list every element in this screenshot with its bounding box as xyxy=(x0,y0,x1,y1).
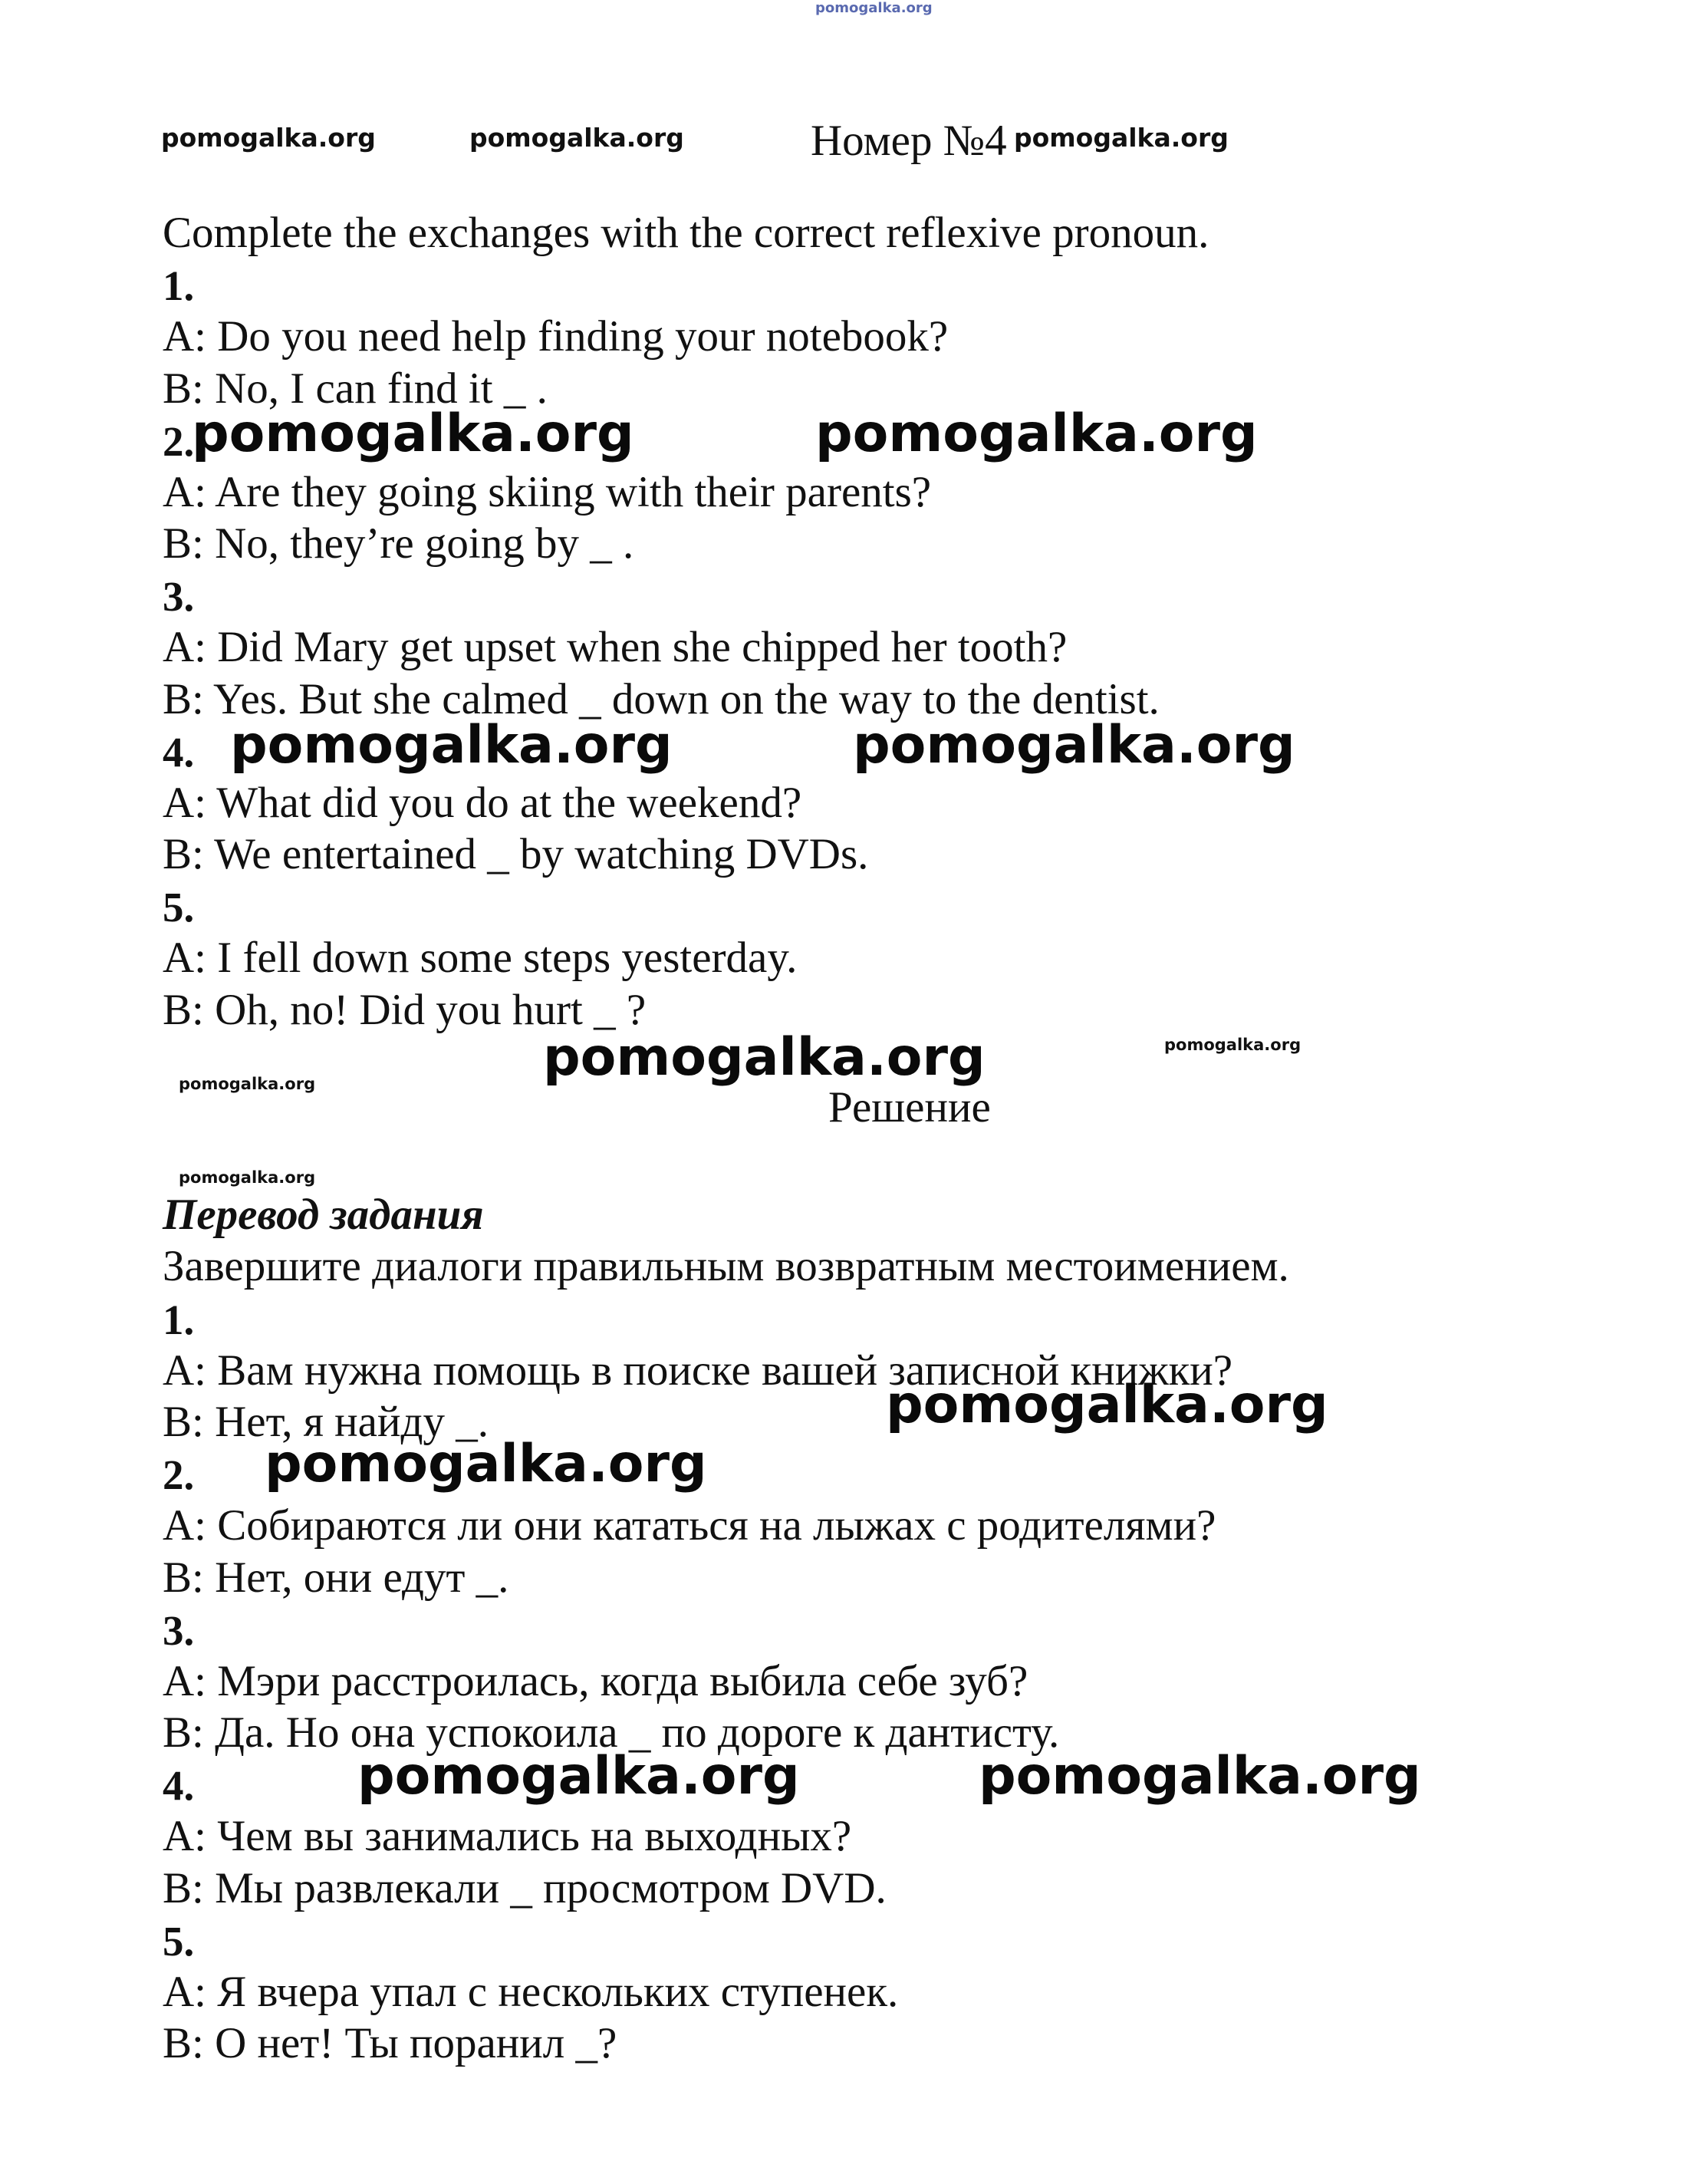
watermark-large: pomogalka.org xyxy=(853,715,1295,776)
task-item-1-number: 1. xyxy=(163,262,195,309)
task-item-5-b: B: Oh, no! Did you hurt _ ? xyxy=(163,986,647,1034)
watermark-small: pomogalka.org xyxy=(1164,1036,1302,1054)
translation-item-5-a: A: Я вчера упал с нескольких ступенек. xyxy=(163,1968,899,2016)
task-item-2-b: B: No, they’re going by _ . xyxy=(163,519,634,568)
translation-heading: Перевод задания xyxy=(163,1191,484,1239)
watermark-header-left: pomogalka.org xyxy=(161,123,376,153)
watermark-large: pomogalka.org xyxy=(230,715,673,776)
task-item-1-a: A: Do you need help finding your notebook? xyxy=(163,312,949,361)
task-item-3-b: B: Yes. But she calmed _ down on the way to the dentist. xyxy=(163,675,1160,723)
task-item-3-number: 3. xyxy=(163,573,195,620)
watermark-header-right: pomogalka.org xyxy=(1014,123,1229,153)
translation-item-5-number: 5. xyxy=(163,1918,195,1965)
watermark-header-mid: pomogalka.org xyxy=(469,123,684,153)
task-item-2-a: A: Are they going skiing with their parents? xyxy=(163,468,932,516)
watermark-top: pomogalka.org xyxy=(815,0,933,16)
watermark-large: pomogalka.org xyxy=(357,1746,800,1807)
task-item-4-b: B: We entertained _ by watching DVDs. xyxy=(163,830,869,878)
translation-item-3-a: A: Мэри расстроилась, когда выбила себе зуб? xyxy=(163,1657,1028,1705)
watermark-large: pomogalka.org xyxy=(265,1434,707,1494)
translation-item-1-b: B: Нет, я найду _. xyxy=(163,1398,489,1446)
watermark-large: pomogalka.org xyxy=(886,1375,1328,1435)
page-title: Номер №4 xyxy=(811,117,1007,165)
translation-item-3-number: 3. xyxy=(163,1607,195,1654)
task-instruction: Complete the exchanges with the correct reflexive pronoun. xyxy=(163,209,1209,257)
translation-item-4-a: A: Чем вы занимались на выходных? xyxy=(163,1812,852,1860)
task-item-2-number: 2. xyxy=(163,418,195,465)
translation-item-3-b: B: Да. Но она успокоила _ по дороге к дантисту. xyxy=(163,1708,1060,1757)
translation-item-1-a: A: Вам нужна помощь в поиске вашей записной книжки? xyxy=(163,1346,1233,1395)
translation-instruction: Завершите диалоги правильным возвратным местоимением. xyxy=(163,1242,1289,1290)
task-item-5-a: A: I fell down some steps yesterday. xyxy=(163,934,798,982)
translation-item-2-b: B: Нет, они едут _. xyxy=(163,1553,509,1602)
watermark-small: pomogalka.org xyxy=(179,1168,316,1187)
watermark-small: pomogalka.org xyxy=(179,1075,316,1093)
translation-item-5-b: B: О нет! Ты поранил _? xyxy=(163,2019,617,2067)
task-item-3-a: A: Did Mary get upset when she chipped her tooth? xyxy=(163,623,1068,671)
watermark-large: pomogalka.org xyxy=(815,404,1258,464)
watermark-large: pomogalka.org xyxy=(192,404,634,464)
watermark-large: pomogalka.org xyxy=(543,1027,986,1088)
translation-item-4-b: B: Мы развлекали _ просмотром DVD. xyxy=(163,1864,887,1912)
translation-item-2-a: A: Собираются ли они кататься на лыжах с родителями? xyxy=(163,1501,1216,1550)
translation-item-2-number: 2. xyxy=(163,1451,195,1498)
translation-item-1-number: 1. xyxy=(163,1296,195,1343)
translation-item-4-number: 4. xyxy=(163,1762,195,1809)
task-item-5-number: 5. xyxy=(163,884,195,931)
solution-label: Решение xyxy=(828,1083,991,1132)
task-item-4-a: A: What did you do at the weekend? xyxy=(163,779,802,827)
task-item-4-number: 4. xyxy=(163,729,195,776)
watermark-large: pomogalka.org xyxy=(979,1746,1421,1807)
task-item-1-b: B: No, I can find it _ . xyxy=(163,364,548,413)
